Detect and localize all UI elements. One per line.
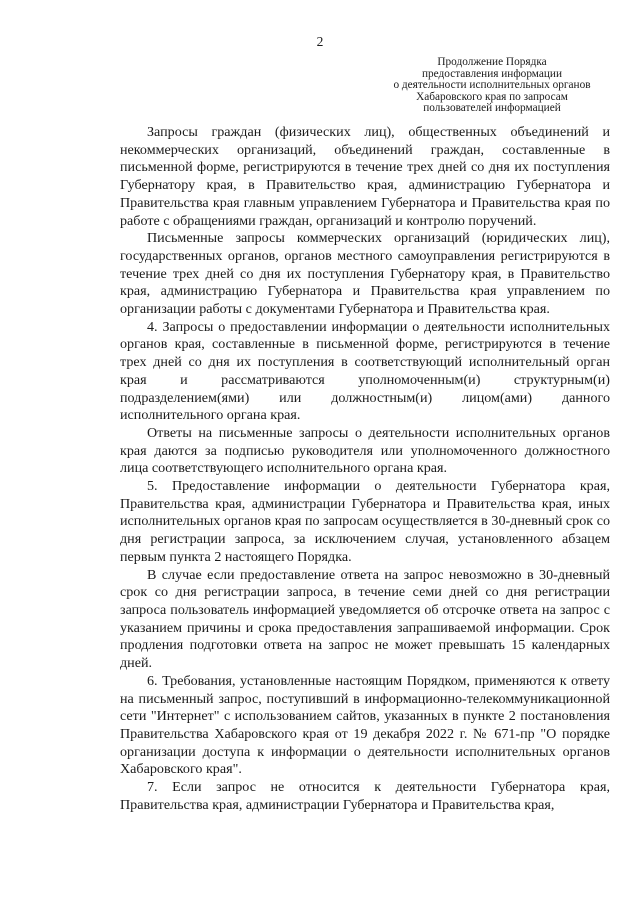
header-line: предоставления информации <box>421 67 563 80</box>
paragraph: 6. Требования, установленные настоящим Порядком, применяются к ответу на письменный запрос, поступивший в информационно-телекоммуникационной сети "Интернет" с использованием сайтов, указанных в пункте 2 постановления Правительства Хабаровского края от 19 декабря 2022 г. № 671-пр "О порядке организации доступа к информации о деятельности исполнительных органов Хабаровского края". <box>120 672 610 778</box>
header-line: Продолжение Порядка <box>437 56 547 68</box>
document-body <box>120 124 610 814</box>
paragraph: В случае если предоставление ответа на запрос невозможно в 30-дневный срок со дня регистрации запроса, в течение семи дней со дня регистрации запроса пользователь информацией уведомляется об отсрочке ответа на запрос с указанием причины и срока предоставления запрашиваемой информации. Срок продления подготовки ответа на запрос не может превышать 15 календарных дней. <box>120 566 610 672</box>
header-line: пользователей информацией <box>423 102 561 115</box>
paragraph: 5. Предоставление информации о деятельности Губернатора края, Правительства края, администрации Губернатора и Правительства края, иных исполнительных органов края по запросам осуществляется в 30-дневный срок со дня регистрации запроса, за исключением случая, установленного абзацем первым пункта 2 настоящего Порядка. <box>120 478 610 565</box>
header-line: Хабаровского края по запросам <box>416 90 568 103</box>
header-line: о деятельности исполнительных органов <box>393 79 591 92</box>
paragraph: 7. Если запрос не относится к деятельности Губернатора края, Правительства края, администрации Губернатора и Правительства края, <box>120 779 610 813</box>
page-number: 2 <box>316 34 324 49</box>
paragraph: Письменные запросы коммерческих организаций (юридических лиц), государственных органов, органов местного самоуправления регистрируются в течение трех дней со дня их поступления Губернатору края, в Правительство края, администрацию Губернатора и Правительства края управлением по организации работы с документами Губернатора и Правительства края. <box>120 230 610 318</box>
paragraph: 4. Запросы о предоставлении информации о деятельности исполнительных органов края, составленные в письменной форме, регистрируются в течение трех дней со дня их поступления в соответствующий исполнительный орган края и рассматриваются уполномоченным(и) структурным(и) подразделением(ями) или должностным(и) лицом(ами) данного исполнительного органа края. <box>120 318 610 424</box>
continuation-header <box>372 57 612 115</box>
paragraph: Запросы граждан (физических лиц), общественных объединений и некоммерческих организаций, объединений граждан, составленные в письменной форме, регистрируются в течение трех дней со дня их поступления Губернатору края, в Правительство края, администрацию Губернатора и Правительства края главным управлением Губернатора и Правительства края по работе с обращениями граждан, организаций и контролю поручений. <box>120 124 610 229</box>
paragraph: Ответы на письменные запросы о деятельности исполнительных органов края даются за подписью руководителя или уполномоченного должностного лица соответствующего исполнительного органа края. <box>120 424 610 477</box>
